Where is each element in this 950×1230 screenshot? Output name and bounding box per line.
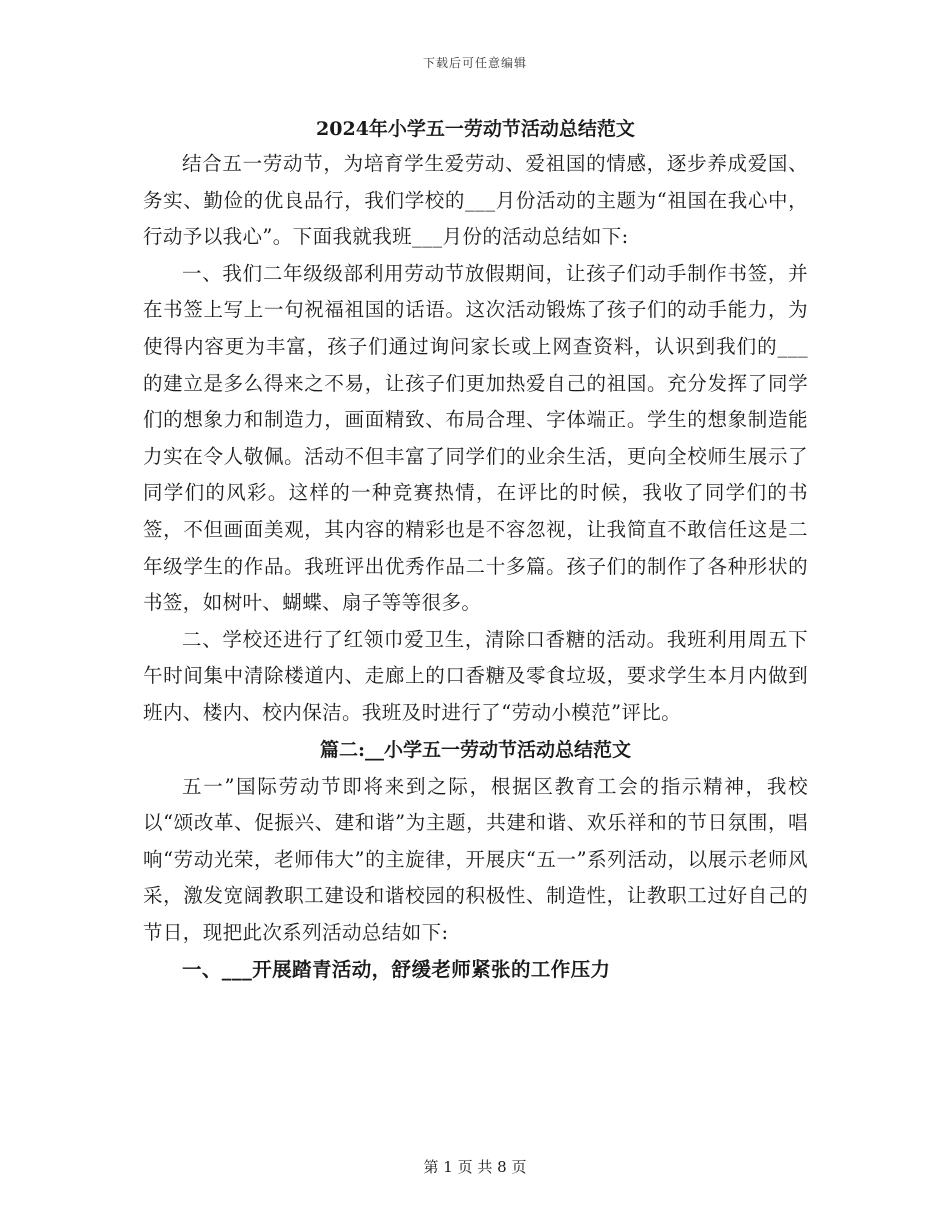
section-title: 篇二:__小学五一劳动节活动总结范文 — [319, 738, 631, 761]
page-footer: 第 1 页 共 8 页 — [423, 1158, 527, 1176]
document-title: 2024年小学五一劳动节活动总结范文 — [316, 118, 635, 140]
paragraph-bookmark-activity: 一、我们二年级级部利用劳动节放假期间，让孩子们动手制作书签，并在书签上写上一句祝福祖国的话语。这次活动锻炼了孩子们的动手能力，为使得内容更为丰富，孩子们通过询问家长或上网查资料，认识到我们的___的建立是多么得来之不易，让孩子们更加热爱自己的祖国。充分发挥了同学们的想象力和制造力，画面精致、布局合理、字体端正。学生的想象制造能力实在令人敬佩。活动不但丰富了同学们的业余生活，更向全校师生展示了同学们的风彩。这样的一种竞赛热情，在评比的时候，我收了同学们的书签，不但画面美观，其内容的精彩也是不容忽视，让我简直不敢信任这是二年级学生的作品。我班评出优秀作品二十多篇。孩子们的制作了各种形状的书签，如树叶、蝴蝶、扇子等等很多。 — [143, 261, 808, 615]
document-body — [143, 112, 808, 989]
header-note: 下载后可任意编辑 — [422, 56, 527, 70]
paragraph-intro: 结合五一劳动节，为培育学生爱劳动、爱祖国的情感，逐步养成爱国、务实、勤俭的优良品行，我们学校的___月份活动的主题为“祖国在我心中，行动予以我心”。下面我就我班___月份的活动总结如下: — [143, 152, 808, 249]
paragraph-hygiene-activity: 二、学校还进行了红领巾爱卫生，清除口香糖的活动。我班利用周五下午时间集中清除楼道内、走廊上的口香糖及零食垃圾，要求学生本月内做到班内、楼内、校内保洁。我班及时进行了“劳动小模范”评比。 — [143, 627, 808, 724]
paragraph-section2-intro: 五一”国际劳动节即将来到之际，根据区教育工会的指示精神，我校以“颂改革、促振兴、建和谐”为主题，共建和谐、欢乐祥和的节日氛围，唱响“劳动光荣，老师伟大”的主旋律，开展庆“五一”系列活动，以展示老师风采，激发宽阔教职工建设和谐校园的积极性、制造性，让教职工过好自己的节日，现把此次系列活动总结如下: — [143, 774, 808, 944]
subheading-spring-outing: 一、___开展踏青活动，舒缓老师紧张的工作压力 — [182, 958, 611, 982]
